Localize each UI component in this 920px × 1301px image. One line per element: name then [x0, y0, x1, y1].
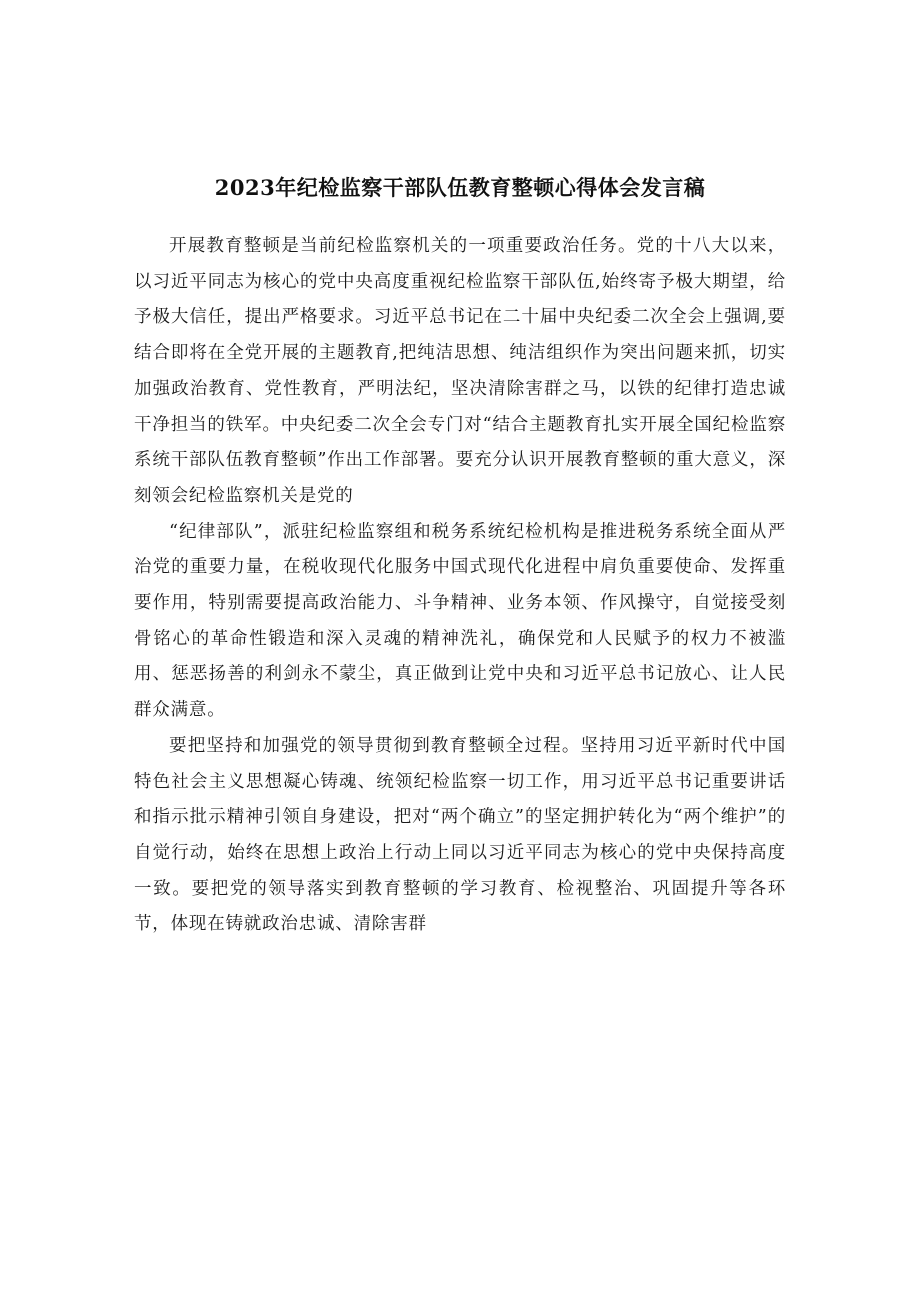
paragraph-2: “纪律部队”，派驻纪检监察组和税务系统纪检机构是推进税务系统全面从严治党的重要力量，在税收现代化服务中国式现代化进程中肩负重要使命、发挥重要作用，特别需要提高政治能力、斗争精神、业务本领、作风操守，自觉接受刻骨铭心的革命性锻造和深入灵魂的精神洗礼，确保党和人民赋予的权力不被滥用、惩恶扬善的利剑永不蒙尘，真正做到让党中央和习近平总书记放心、让人民群众满意。 [134, 521, 786, 721]
paragraph-1: 开展教育整顿是当前纪检监察机关的一项重要政治任务。党的十八大以来，以习近平同志为核心的党中央高度重视纪检监察干部队伍,始终寄予极大期望，给予极大信任，提出严格要求。习近平总书记在二十届中央纪委二次全会上强调,要结合即将在全党开展的主题教育,把纯洁思想、纯洁组织作为突出问题来抓，切实加强政治教育、党性教育，严明法纪，坚决清除害群之马，以铁的纪律打造忠诚干净担当的铁军。中央纪委二次全会专门对“结合主题教育扎实开展全国纪检监察系统干部队伍教育整顿”作出工作部署。要充分认识开展教育整顿的重大意义，深刻领会纪检监察机关是党的 [134, 236, 786, 506]
paragraph-3: 要把坚持和加强党的领导贯彻到教育整顿全过程。坚持用习近平新时代中国特色社会主义思想凝心铸魂、统领纪检监察一切工作，用习近平总书记重要讲话和指示批示精神引领自身建设，把对“两个确立”的坚定拥护转化为“两个维护”的自觉行动，始终在思想上政治上行动上同以习近平同志为核心的党中央保持高度一致。要把党的领导落实到教育整顿的学习教育、检视整治、巩固提升等各环节，体现在铸就政治忠诚、清除害群 [134, 735, 786, 935]
document-body [134, 229, 786, 943]
document-title: 2023年纪检监察干部队伍教育整顿心得体会发言稿 [214, 175, 706, 200]
